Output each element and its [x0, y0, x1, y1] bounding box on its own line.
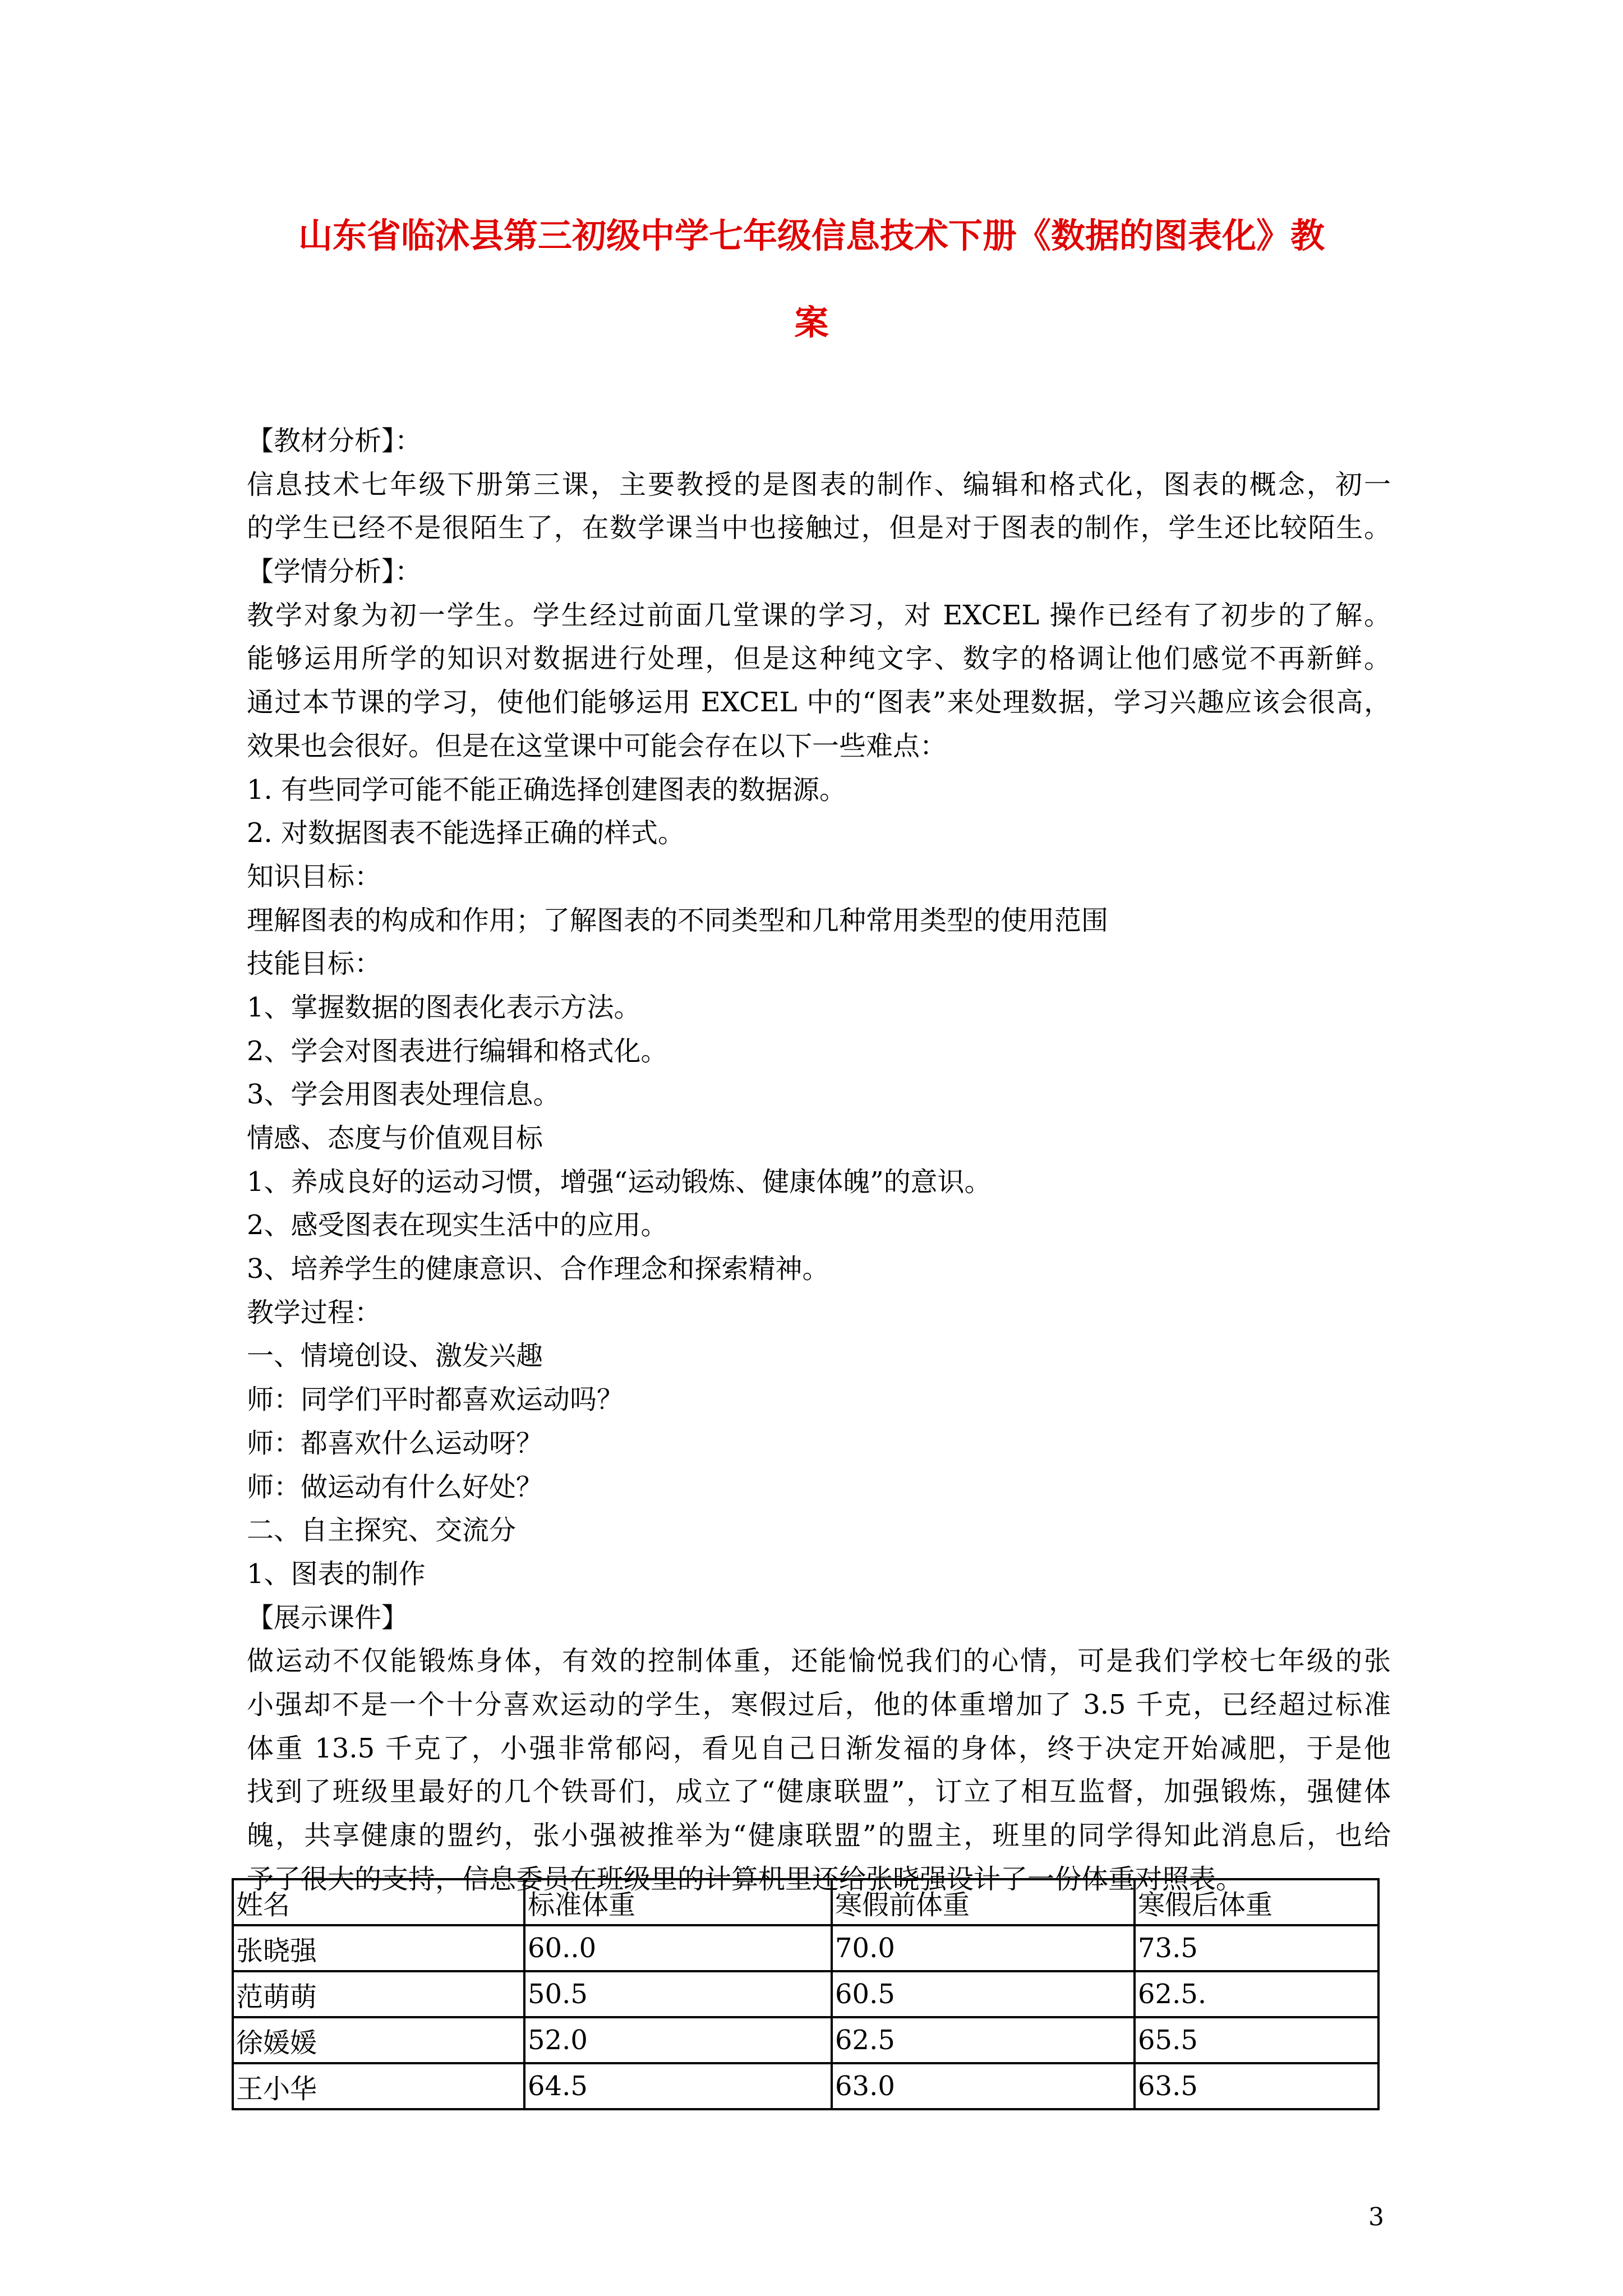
column-header-standard-weight: 标准体重 [524, 1879, 832, 1925]
body-line: 一、情境创设、激发兴趣 [247, 1340, 543, 1372]
body-line: 魄，共享健康的盟约，张小强被推举为“健康联盟”的盟主，班里的同学得知此消息后，也给 [247, 1820, 1391, 1851]
body-line: 做运动不仅能锻炼身体，有效的控制体重，还能愉悦我们的心情，可是我们学校七年级的张 [247, 1645, 1391, 1677]
document-title-line-1: 山东省临沭县第三初级中学七年级信息技术下册《数据的图表化》教 [298, 216, 1325, 256]
body-line: 小强却不是一个十分喜欢运动的学生，寒假过后，他的体重增加了 3.5 千克，已经超过标准 [247, 1688, 1391, 1720]
body-line: 3、学会用图表处理信息。 [247, 1079, 560, 1111]
body-line: 信息技术七年级下册第三课，主要教授的是图表的制作、编辑和格式化，图表的概念，初一 [247, 468, 1391, 500]
table-cell: 63.5 [1135, 2063, 1378, 2109]
body-line: 1、掌握数据的图表化表示方法。 [247, 991, 641, 1023]
table-cell: 张晓强 [233, 1925, 524, 1971]
body-line: 予了很大的支持，信息委员在班级里的计算机里还给张晓强设计了一份体重对照表。 [247, 1863, 1243, 1895]
body-line: 2、学会对图表进行编辑和格式化。 [247, 1035, 668, 1067]
column-header-weight-after-break: 寒假后体重 [1135, 1879, 1378, 1925]
body-line: 二、自主探究、交流分 [247, 1515, 517, 1547]
body-line: 【学情分析】： [247, 556, 422, 588]
body-line: 技能目标： [247, 948, 382, 980]
table-cell: 徐媛媛 [233, 2017, 524, 2063]
table-cell: 60.5 [832, 1971, 1135, 2017]
body-line: 师：同学们平时都喜欢运动吗？ [247, 1384, 624, 1416]
body-line: 效果也会很好。但是在这堂课中可能会存在以下一些难点： [247, 730, 947, 762]
column-header-weight-before-break: 寒假前体重 [832, 1879, 1135, 1925]
body-line: 情感、态度与价值观目标 [247, 1122, 543, 1154]
table-header-row [233, 1879, 1378, 1925]
body-line: 2、感受图表在现实生活中的应用。 [247, 1209, 668, 1241]
table-cell: 70.0 [832, 1925, 1135, 1971]
table-cell: 65.5 [1135, 2017, 1378, 2063]
table-cell: 王小华 [233, 2063, 524, 2109]
table-row [233, 2017, 1378, 2063]
document-title-line-2: 案 [794, 303, 829, 343]
table-cell: 73.5 [1135, 1925, 1378, 1971]
table-cell: 64.5 [524, 2063, 832, 2109]
table-cell: 62.5 [832, 2017, 1135, 2063]
table-row [233, 2063, 1378, 2109]
body-line: 师：做运动有什么好处？ [247, 1471, 543, 1503]
body-line: 【展示课件】 [247, 1602, 409, 1634]
weight-comparison-table [232, 1878, 1380, 2110]
body-line: 3、培养学生的健康意识、合作理念和探索精神。 [247, 1253, 829, 1285]
table-cell: 62.5. [1135, 1971, 1378, 2017]
body-line: 1、图表的制作 [247, 1558, 426, 1590]
body-line: 体重 13.5 千克了，小强非常郁闷，看见自己日渐发福的身体，终于决定开始减肥，于是他 [247, 1732, 1391, 1764]
body-line: 能够运用所学的知识对数据进行处理，但是这种纯文字、数字的格调让他们感觉不再新鲜。 [247, 643, 1391, 675]
body-line: 教学对象为初一学生。学生经过前面几堂课的学习，对 EXCEL 操作已经有了初步的了解。 [247, 599, 1391, 631]
table-cell: 50.5 [524, 1971, 832, 2017]
table-cell: 52.0 [524, 2017, 832, 2063]
column-header-name: 姓名 [233, 1879, 524, 1925]
body-line: 通过本节课的学习，使他们能够运用 EXCEL 中的“图表”来处理数据，学习兴趣应该会很高， [247, 687, 1391, 719]
table-row [233, 1971, 1378, 2017]
table-cell: 范萌萌 [233, 1971, 524, 2017]
body-line: 知识目标： [247, 861, 382, 892]
body-line: 1、养成良好的运动习惯，增强“运动锻炼、健康体魄”的意识。 [247, 1166, 992, 1198]
body-line: 的学生已经不是很陌生了，在数学课当中也接触过，但是对于图表的制作，学生还比较陌生。 [247, 512, 1391, 544]
table-row [233, 1925, 1378, 1971]
page-number: 3 [1368, 2203, 1384, 2231]
table-cell: 63.0 [832, 2063, 1135, 2109]
table-cell: 60..0 [524, 1925, 832, 1971]
body-line: 理解图表的构成和作用；了解图表的不同类型和几种常用类型的使用范围 [247, 904, 1109, 936]
body-line: 1. 有些同学可能不能正确选择创建图表的数据源。 [247, 774, 847, 806]
body-line: 师：都喜欢什么运动呀？ [247, 1427, 543, 1459]
body-line: 找到了班级里最好的几个铁哥们，成立了“健康联盟”，订立了相互监督，加强锻炼，强健体 [247, 1776, 1391, 1808]
document-body [247, 420, 1391, 1901]
body-line: 【教材分析】： [247, 425, 422, 457]
body-line: 教学过程： [247, 1296, 382, 1328]
body-line: 2. 对数据图表不能选择正确的样式。 [247, 817, 685, 849]
